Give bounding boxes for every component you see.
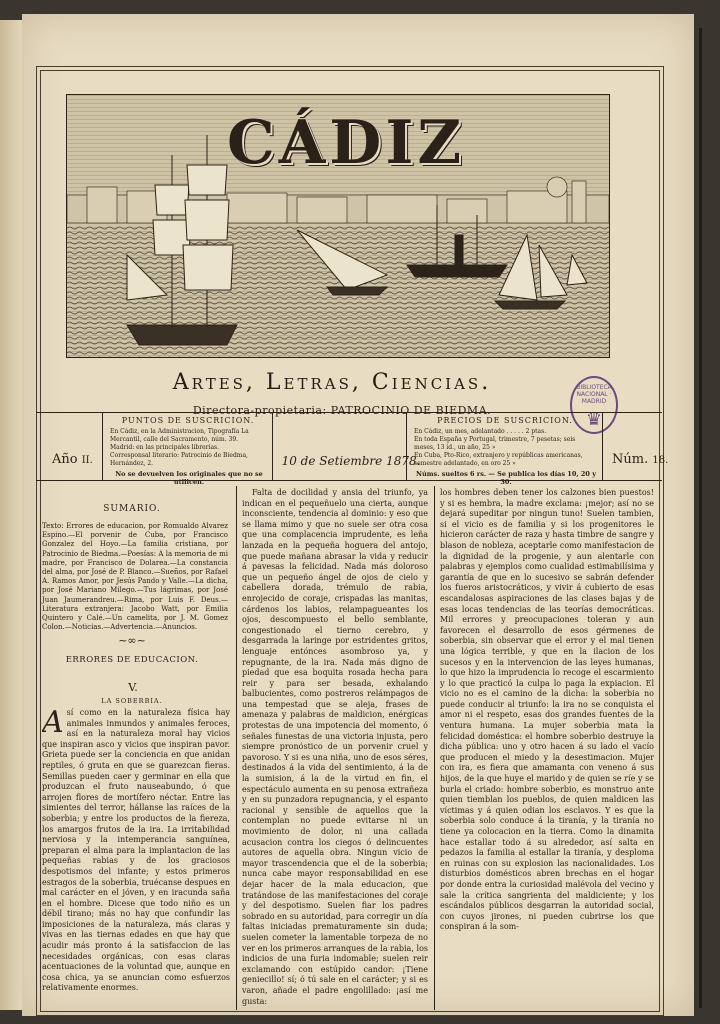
vrule-2 [272,412,273,480]
year-value: II. [81,455,93,466]
library-stamp [570,376,618,434]
precios-line: En Cádiz, un mes, adelantado . . . . . 2 ptas. [414,428,547,435]
article-col2-text: Falta de docilidad y ansia del triunfo, ya indican en el pequeñuelo una cierta, aunque inconsciente, tendencia al dominio: y eso que se llama mimo y que no suele ser otra cosa que una complacencia imprudente, es leña lanzada en la pequeña hoguera del antojo, que puede mañana abrasar la vida y reducir á pavesas la felicidad. Nada más doloroso que un pequeño ángel de ojos de cielo y cabellera dorada, trémulo de rabia, enrojecido de coraje, crispadas las manitas, cárdenos los labios, relampagueantes los ojos, descompuesto el bello semblante, congestionado el tierno cerebro, y desgarrada la laringe por estridentes gritos, lenguaje entónces asombroso ya, y repugnante, de la ira. Nada más digno de piedad que esa boquita rosada hecha para reir y para ser besada, exhalando balbucientes, como postreros relámpagos de una tempestad que se aleja, frases de amenaza y palabras de maldicion, enérgicas protestas de una impotencia del momento, ó señales funestas de una victoria injusta, pero siempre pronóstico de un porvenir cruel y pavoroso. Y si es una niña, uno de esos séres, destinados á la vida del sentimiento, á la de la sumision, á la de la virtud en fin, el espectáculo aumenta en su penosa extrañeza y en su punzadora repugnancia, y el espanto racional y sensible de aquellos que la contemplan no puede evitarse ni un movimiento de dolor, ni una callada acusacion contra los ciegos ó delincuentes autores de aquella obra. Ningun vicio de mayor trascendencia que el de la soberbia; nunca cabe mayor responsabilidad en ese dejar hacer de la mala educacion, que tratándose de las manifestaciones del coraje y del despotismo. Suelen fiar los padres sobrado en su autoridad, para corregir un día faltas iniciadas prematuramente sin duda; suelen cometer la lamentable torpeza de no ver en los primeros arranques de la rabia, los indicios de una furia indomable; suelen reir exclamando con estúpido candor: ¡Tiene geniecillo! sí; ó tú sale en el carácter; y si es varon, añade el padre engolillado: ¡así me gusta: [242,488,428,1006]
directora-line: Directora-propietaria: PATROCINIO DE BIEDMA. [192,404,492,417]
precios-note: Núms. sueltos 6 rs. — Se publica los días 10, 20 y 30. [416,470,596,486]
fleuron-ornament: ~∞~ [118,634,146,647]
number-value: 18. [652,455,669,466]
article-subheading: LA SOBERBIA. [101,697,163,705]
puntos-line: Corresponsal literario: Patrocinio de Biedma, Hernández, 2. [110,452,248,467]
column-rule-1 [236,486,237,1010]
column-rule-2 [434,486,435,1010]
sumario-heading: SUMARIO. [103,504,161,514]
year-label: Año [52,452,78,467]
article-col3-text: los hombres deben tener los calzones bien puestos! y si es hembra, la madre exclama: ¡mejor; así no se dejará supeditar por ningun tuno! Suelen tambien, si el vicio es de familia y si los progenitores le hicieron carácter de raza y hasta timbre de sangre y blason de nobleza, aceptarle como manifestacion de la dignidad de la progenie, y aun alentarle con palabras y ejemplos como cualidad estimabilísima y garantía de que en lo sucesivo se sabrán defender los fueros aristocráticos, y vivir á cubierto de esas escandalosas aspiraciones de las clases bajas y de esas locas tendencias de las teorías democráticas. Mil errores y preocupaciones toleran y aun favorecen el desarrollo de esos gérmenes de soberbia, sin observar que el error y el mal tienen una lógica terrible, y que en la ilacion de los sucesos y en la intervencion de las leyes humanas, lo que hizo la imprudencia lo recoge el escarmiento y lo que practicó la culpa lo paga la expiacion. El vicio no es el camino de la dicha: la soberbia no puede conducir al triunfo: la ira no se conquista el amor ni el respeto, esas dos grandes fuentes de la ventura humana. La mujer soberbia mata la felicidad doméstica: el hombre soberbio destruye la dicha pública: uno y otro hacen á su lado el vacío que producen el miedo y la desestimacion. Mujer con ira, es fiera que amamanta con veneno á sus hijos, de la que huye el marido y de quien se ríe y se burla el criado: hombre soberbio, es monstruo ante quien tiemblan los pueblos, de quien maldicen las víctimas y á quien odian los esclavos. Y es que la soberbia solo conduce á la tiranía, y la tiranía no tiene ya colocacion en la tierra. Como la dinamita hace estallar todo á su alrededor, así salta en pedazos la familia al estallar la tiranía, y desploma en ruinas con su explosion las nacionalidades. Los disturbios domésticos abren brechas en el hogar por donde entra la curiosidad malévola del vecino y sale la crítica sangrienta del maldiciente; y los escándalos públicos desgarran la autoridad social, con cuyos jirones, ni pueden cubrirse los que conspiran á la som- [440,488,654,932]
puntos-note: No se devuelven los originales que no se utilicen. [115,470,263,486]
vrule-4 [602,412,603,480]
vrule-1 [102,412,103,480]
subtitle: Artes, Letras, Ciencias. [172,370,492,395]
article-section-number: V. [128,681,138,694]
previous-page-edge [0,20,23,1010]
puntos-title: PUNTOS DE SUSCRICION. [121,416,255,425]
issue-number [612,452,672,467]
stamp-text: BIBLIOTECA NACIONAL · MADRID [576,384,612,405]
puntos-line: Madrid: en las principales librerías. [110,444,220,451]
rule-top [36,412,662,413]
precios-line: En Cuba, Pto-Rico, extranjero y repúblicas americanas, semestre adelantado, en oro 25 » [414,452,583,467]
article-col1-text: sí como en la naturaleza física hay animales inmundos y animales feroces, así en la naturaleza moral hay vicios que inspiran asco y vicios que inspiran pavor. Grieta puede ser la conciencia en que anidan reptiles, ó gruta en que se guarezcan fieras. Semillas pueden caer y germinar en ella que produzcan el fruto nauseabundo, ó que arrojen flores de mortífero néctar. Entre las simientes del terror, hállanse las raíces de la soberbia; y entre los productos de la fiereza, los amargos frutos de la ira. La irritabilidad nerviosa y la intemperancia sanguínea, preparan el alma para la implantacion de las pequeñas rabias y de los graciosos despotismos del infante; y estos primeros estragos de la soberbia, truécanse despues en mal carácter en el jóven, y en iracunda saña en el hombre. Dicese que todo niño es un débil tirano; más no hay que confundir las imposiciones de la naturaleza, más claras y vivas en las tiernas edades en que hay que acudir más pronto á la satisfaccion de las necesidades orgánicas, con esas claras acentuaciones de la voluntad que, aunque en cosa chica, ya se anuncian como esfuerzos relativamente enormes. [42,708,230,993]
precios-line: En toda España y Portugal, trimestre, 7 pesetas; seis meses, 13 íd., un año, 25 » [414,436,576,451]
precios-title: PRECIOS DE SUSCRICION. [437,416,573,425]
number-label: Núm. [612,452,649,467]
newspaper-page [22,14,694,1016]
article-column-1 [42,708,230,1008]
crest-icon: ♛ [585,409,603,430]
article-heading: ERRORES DE EDUCACION. [65,655,199,665]
issue-date: 10 de Setiembre 1878. [281,454,421,468]
drop-cap: A [42,708,64,740]
masthead-title: CÁDIZ [227,108,466,178]
puntos-lines [110,428,268,468]
article-column-2 [242,488,428,1008]
scan-edge-shadow [699,28,702,1008]
precios-lines [414,428,598,468]
year-indicator [52,452,104,467]
vrule-3 [406,412,407,480]
sumario-text: Texto: Errores de educacion, por Romualdo Alvarez Espino.—El porvenir de Cuba, por Francisco Gonzalez del Hoyo.—La familia cristiana, por Patrocinio de Biedma.—Poesías: A la memoria de mi madre, por Francisco de Dolarea.—La constancia del alma, por José de P. Blanco.—Sueños, por Rafael A. Ramos Amor, por Jesús Pando y Valle.—La dicha, por José Mariano Milego.—Tus lágrimas, por José Juan Jaumerandreu.—Rima, por Luis F. Deus.—Literatura extranjera: Jacobo Watt, por Emilia Quintero y Calé.—Un camelita, por J. M. Gomez Colon.—Noticias.—Advertencia.—Anuncios. [42,522,228,632]
article-column-3 [440,488,654,1008]
puntos-line: En Cádiz, en la Administracion, Tipografía La Mercantil, calle del Sacramento, núm. 39. [110,428,249,443]
